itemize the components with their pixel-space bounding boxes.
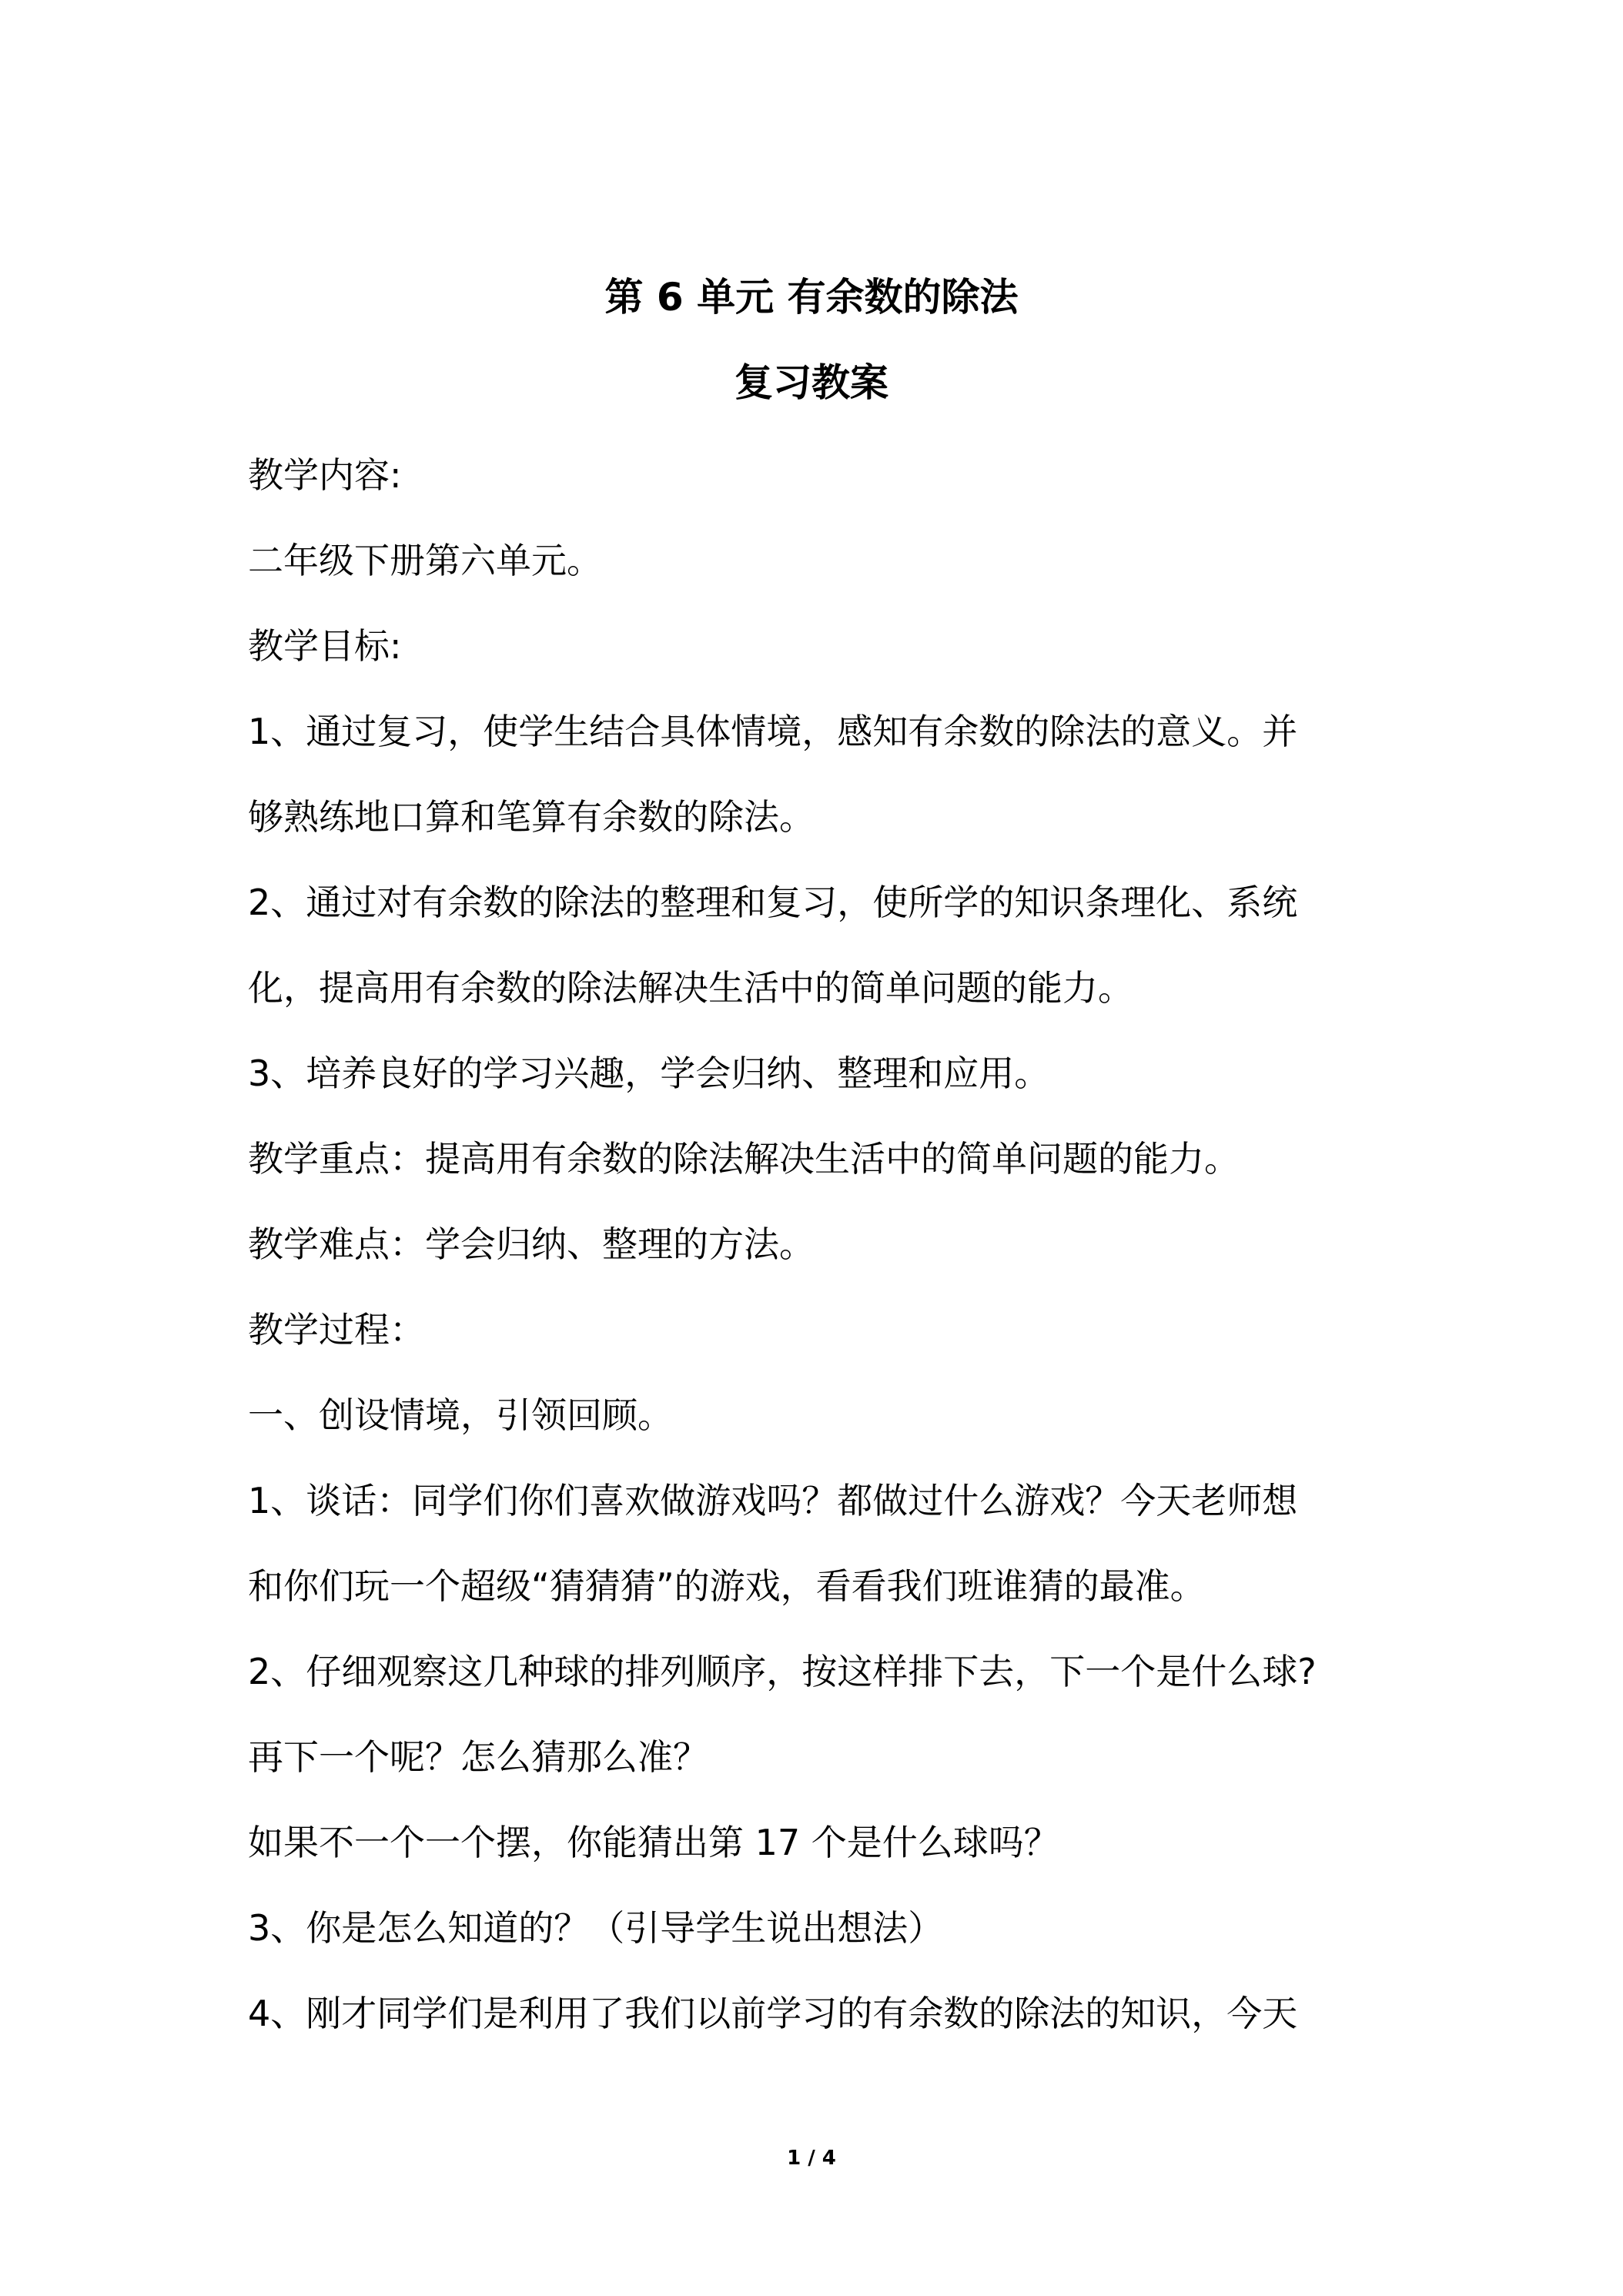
document-subtitle: 复习教案 — [735, 360, 888, 405]
paragraph-line: 教学过程： — [248, 1309, 425, 1350]
paragraph-line: 一、创设情境，引领回顾。 — [248, 1394, 673, 1436]
paragraph-line: 教学内容: — [248, 454, 402, 496]
paragraph-line: 如果不一个一个摆，你能猜出第 17 个是什么球吗？ — [248, 1822, 1059, 1863]
paragraph-line: 教学重点：提高用有余数的除法解决生活中的简单问题的能力。 — [248, 1138, 1240, 1180]
paragraph-line: 教学难点：学会归纳、整理的方法。 — [248, 1223, 815, 1265]
paragraph-line: 化，提高用有余数的除法解决生活中的简单问题的能力。 — [248, 967, 1133, 1009]
paragraph-line: 3、培养良好的学习兴趣，学会归纳、整理和应用。 — [248, 1053, 1050, 1094]
paragraph-line: 1、通过复习，使学生结合具体情境，感知有余数的除法的意义。并 — [248, 711, 1298, 752]
paragraph-line: 和你们玩一个超级“猜猜猜”的游戏，看看我们班谁猜的最准。 — [248, 1565, 1206, 1607]
paragraph-line: 二年级下册第六单元。 — [248, 540, 602, 581]
paragraph-line: 够熟练地口算和笔算有余数的除法。 — [248, 796, 815, 838]
paragraph-line: 教学目标: — [248, 625, 402, 667]
paragraph-line: 4、刚才同学们是利用了我们以前学习的有余数的除法的知识，今天 — [248, 1993, 1298, 2034]
paragraph-line: 2、仔细观察这几种球的排列顺序，按这样排下去，下一个是什么球? — [248, 1651, 1317, 1692]
paragraph-line: 1、谈话：同学们你们喜欢做游戏吗？都做过什么游戏？今天老师想 — [248, 1480, 1298, 1521]
paragraph-line: 3、你是怎么知道的？（引导学生说出想法） — [248, 1907, 944, 1949]
paragraph-line: 2、通过对有余数的除法的整理和复习，使所学的知识条理化、系统 — [248, 882, 1298, 923]
paragraph-line: 再下一个呢？怎么猜那么准？ — [248, 1736, 708, 1778]
document-title: 第 6 单元 有余数的除法 — [604, 275, 1019, 320]
page-number: 1 / 4 — [787, 2147, 836, 2170]
